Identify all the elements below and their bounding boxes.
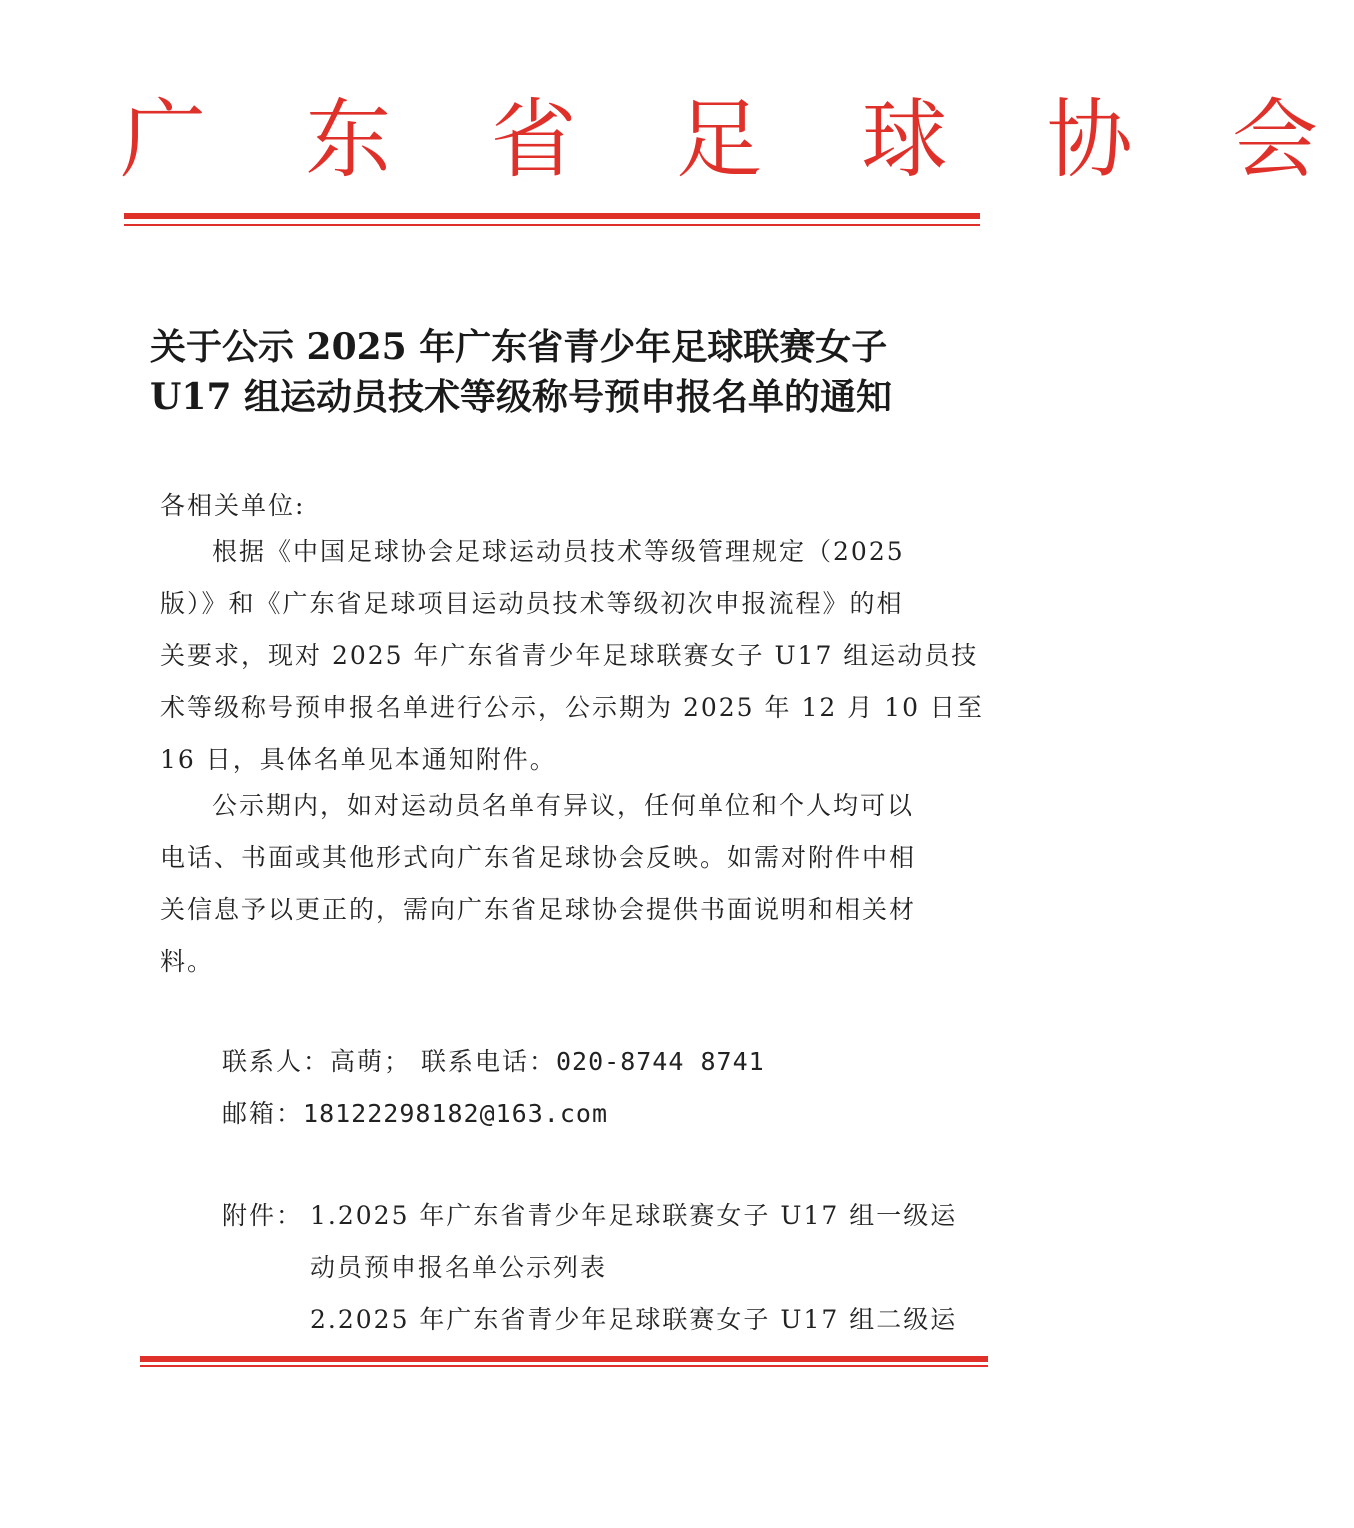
contact-person-row bbox=[222, 1036, 962, 1088]
org-header: 广 东 省 足 球 协 会 bbox=[120, 90, 1354, 190]
header-rule-thick bbox=[124, 213, 980, 219]
contact-block bbox=[222, 1036, 962, 1140]
para2-line-2: 电话、书面或其他形式向广东省足球协会反映。如需对附件中相 bbox=[160, 843, 917, 872]
document-title bbox=[150, 322, 970, 422]
para2-line-4: 料。 bbox=[160, 947, 215, 976]
attachments-block bbox=[222, 1190, 962, 1346]
para2-line-3: 关信息予以更正的，需向广东省足球协会提供书面说明和相关材 bbox=[160, 895, 917, 924]
contact-person-label: 联系人： bbox=[222, 1047, 331, 1076]
contact-phone: 020-8744 8741 bbox=[556, 1047, 765, 1076]
contact-email-row bbox=[222, 1088, 962, 1140]
contact-email-label: 邮箱： bbox=[222, 1099, 304, 1128]
para1-line-2: 版）》和《广东省足球项目运动员技术等级初次申报流程》的相 bbox=[160, 589, 904, 618]
para1-line-1: 根据《中国足球协会足球运动员技术等级管理规定（2025 bbox=[212, 537, 905, 566]
attachments-label: 附件： bbox=[222, 1201, 304, 1230]
contact-person-name: 高萌； bbox=[330, 1047, 412, 1076]
para1-line-3: 关要求，现对 2025 年广东省青少年足球联赛女子 U17 组运动员技 bbox=[160, 641, 979, 670]
attachment-item bbox=[310, 1190, 962, 1294]
title-line-2: U17 组运动员技术等级称号预申报名单的通知 bbox=[150, 376, 893, 418]
footer-rule-thin bbox=[140, 1365, 988, 1367]
contact-email: 18122298182@163.com bbox=[303, 1099, 608, 1128]
attachment-1-line-2: 动员预申报名单公示列表 bbox=[310, 1253, 608, 1282]
salutation: 各相关单位: bbox=[160, 491, 306, 520]
paragraph-2 bbox=[160, 780, 960, 988]
title-line-1: 关于公示 2025 年广东省青少年足球联赛女子 bbox=[150, 326, 888, 368]
attachment-2-line-1: 2.2025 年广东省青少年足球联赛女子 U17 组二级运 bbox=[310, 1305, 958, 1334]
attachment-1-line-1: 1.2025 年广东省青少年足球联赛女子 U17 组一级运 bbox=[310, 1201, 958, 1230]
para1-line-4: 术等级称号预申报名单进行公示，公示期为 2025 年 12 月 10 日至 bbox=[160, 693, 984, 722]
para2-line-1: 公示期内，如对运动员名单有异议，任何单位和个人均可以 bbox=[212, 791, 915, 820]
header-rule-thin bbox=[124, 224, 980, 226]
attachment-item bbox=[310, 1294, 962, 1346]
paragraph-1 bbox=[160, 526, 984, 786]
para1-line-5: 16 日，具体名单见本通知附件。 bbox=[160, 745, 557, 774]
footer-rule-thick bbox=[140, 1356, 988, 1362]
contact-phone-label: 联系电话： bbox=[420, 1047, 556, 1076]
